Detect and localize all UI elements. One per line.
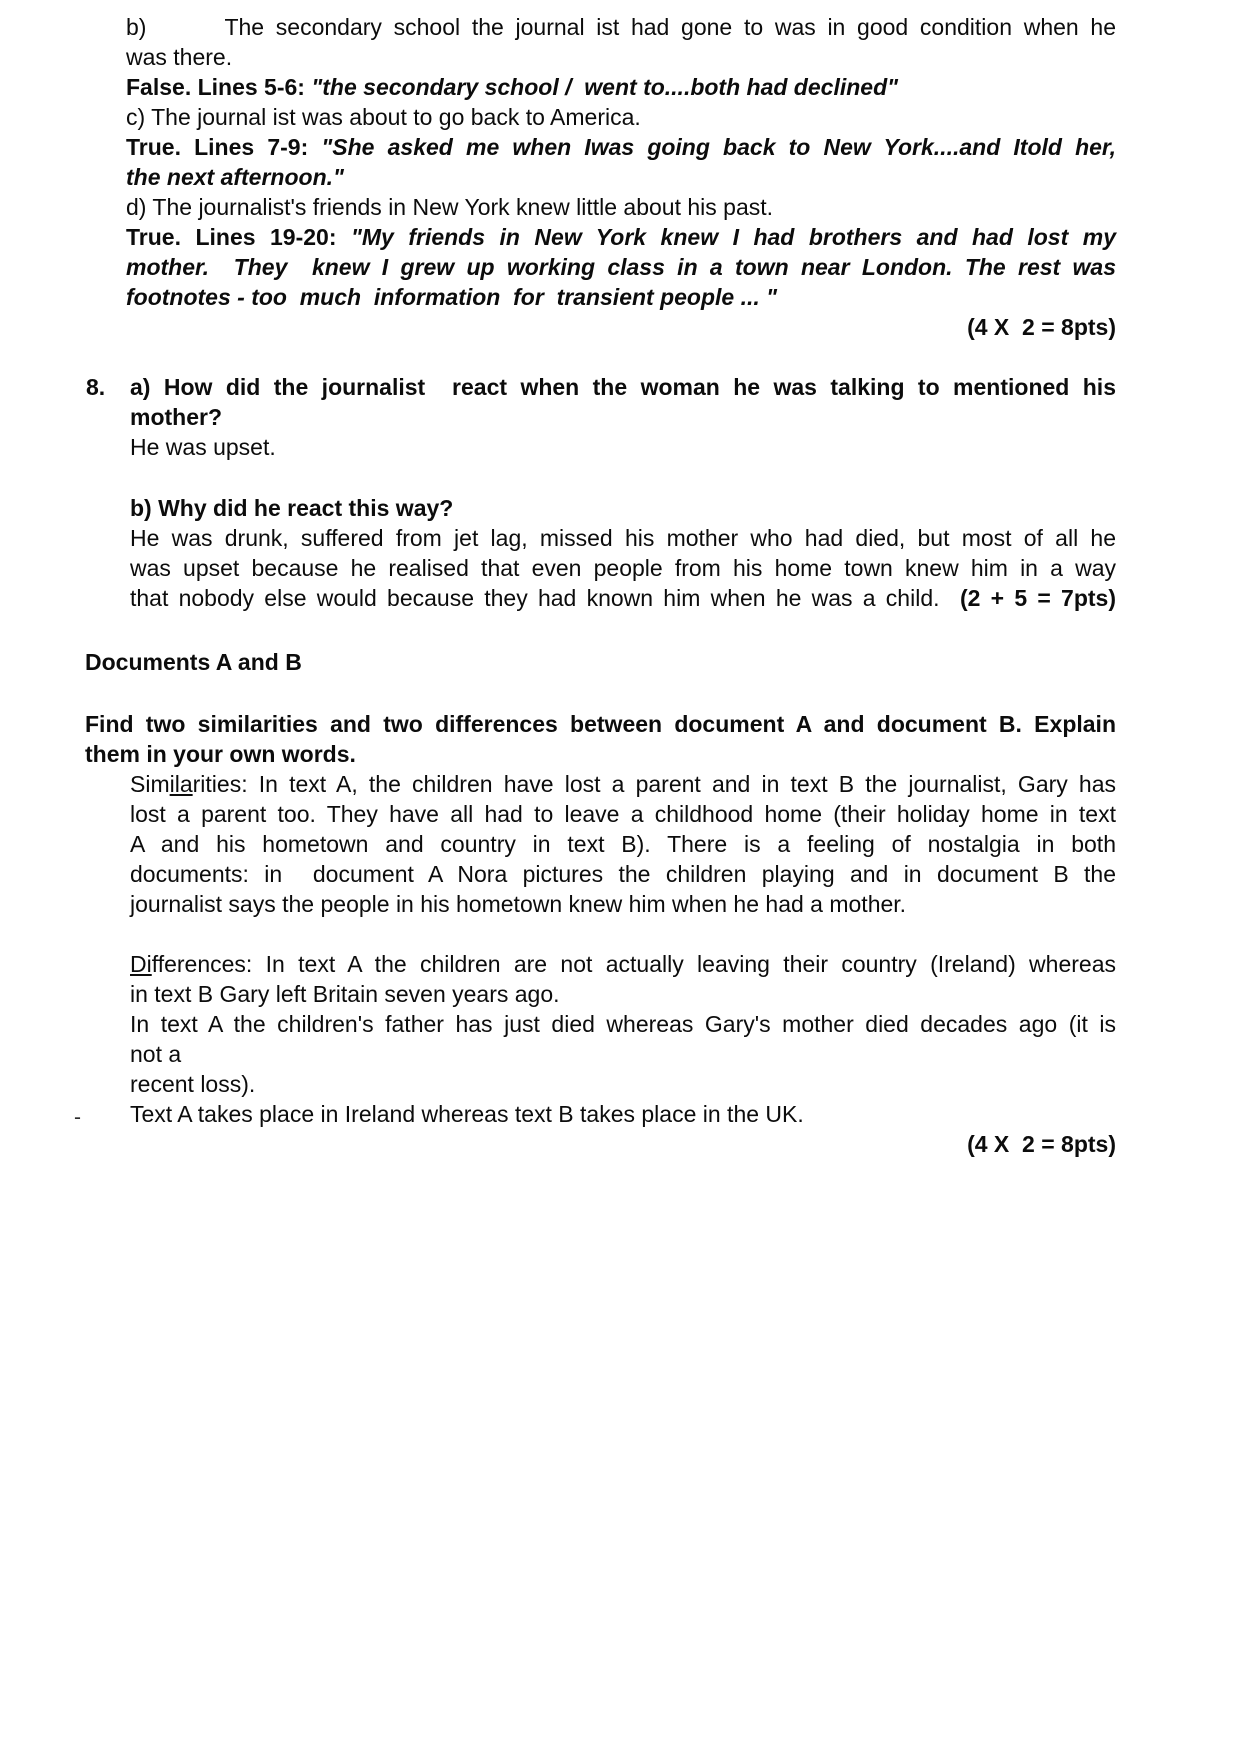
block-docs-heading <box>85 647 1116 677</box>
text-segment: journalist says the people in his hometown knew him when he had a mother. <box>130 891 907 917</box>
text-line <box>85 647 1116 677</box>
text-segment: He was upset. <box>130 434 276 460</box>
text-segment: d) The journalist's friends in New York knew little about his past. <box>126 194 774 220</box>
text-line <box>130 1009 1116 1039</box>
text-line <box>130 432 1116 462</box>
text-segment: Text A takes place in Ireland whereas text B takes place in the UK. <box>130 1101 804 1127</box>
text-segment: rities: In text A, the children have lost a parent and in text B the journalist, Gary has <box>192 771 1116 797</box>
text-segment: True. Lines 19-20: <box>126 224 351 250</box>
text-line <box>126 102 1116 132</box>
text-segment: "She asked me when Iwas going back to New York....and Itold her, <box>321 134 1116 160</box>
text-segment: was there. <box>126 44 233 70</box>
text-segment: The secondary school the journal ist had gone to was in good condition when he <box>224 14 1116 40</box>
text-segment: mother. They knew I grew up working class in a town near London. The rest was <box>126 254 1116 280</box>
text-line <box>130 402 1116 432</box>
text-line <box>126 12 1116 42</box>
text-segment: Find two similarities and two differences between document A and document B. Explain <box>85 711 1116 737</box>
text-segment: footnotes - too much information for transient people ... " <box>126 284 778 310</box>
text-line <box>130 1129 1116 1159</box>
text-line <box>126 132 1116 162</box>
text-line <box>126 282 1116 312</box>
text-segment: a) How did the journalist react when the woman he was talking to mentioned his <box>130 374 1116 400</box>
text-line <box>130 889 1116 919</box>
text-segment: fferences: In text A the children are not actually leaving their country (Ireland) whereas <box>151 951 1116 977</box>
text-line <box>126 192 1116 222</box>
text-segment: Sim <box>130 771 170 797</box>
text-line <box>85 739 1116 769</box>
block-differences <box>130 949 1116 1159</box>
text-segment: b) <box>126 14 147 40</box>
text-segment: recent loss). <box>130 1071 256 1097</box>
block-docs-task <box>85 709 1116 769</box>
text-segment: In text A the children's father has just died whereas Gary's mother died decades ago (it is <box>130 1011 1116 1037</box>
text-line <box>130 372 1116 402</box>
text-line <box>85 709 1116 739</box>
text-segment: in text B Gary left Britain seven years ago. <box>130 981 560 1007</box>
block-ex7-answers <box>126 12 1116 342</box>
text-line <box>130 859 1116 889</box>
text-line <box>130 949 1116 979</box>
text-line <box>130 769 1116 799</box>
text-segment: them in your own words. <box>85 741 356 767</box>
text-line <box>130 1069 1116 1099</box>
question-number: 8. <box>86 374 106 400</box>
document-body <box>0 12 1238 1159</box>
text-segment: b) Why did he react this way? <box>130 495 454 521</box>
text-segment: c) The journal ist was about to go back to America. <box>126 104 641 130</box>
text-segment: A and his hometown and country in text B). There is a feeling of nostalgia in both <box>130 831 1116 857</box>
text-segment: "My friends in New York knew I had brothers and had lost my <box>350 224 1116 250</box>
text-segment: (2 + 5 = 7pts) <box>959 585 1116 611</box>
text-line <box>130 523 1116 553</box>
text-segment: (4 X 2 = 8pts) <box>967 1131 1116 1157</box>
block-similarities <box>130 769 1116 919</box>
text-segment: mother? <box>130 404 222 430</box>
text-line <box>130 583 1116 613</box>
text-segment: that nobody else would because they had known him when he was a child. <box>130 585 960 611</box>
text-segment: True. Lines 7-9: <box>126 134 322 160</box>
text-segment: was upset because he realised that even people from his home town knew him in a way <box>130 555 1116 581</box>
text-segment: (4 X 2 = 8pts) <box>967 314 1116 340</box>
text-line <box>126 72 1116 102</box>
block-q8 <box>86 372 1116 613</box>
text-line <box>130 1099 1116 1129</box>
text-segment: not a <box>130 1041 182 1067</box>
text-line <box>130 979 1116 1009</box>
text-segment: Documents A and B <box>85 649 302 675</box>
text-segment: False. Lines 5-6: <box>126 74 312 100</box>
text-segment: ila <box>169 771 193 797</box>
text-line <box>126 312 1116 342</box>
text-line <box>130 493 1116 523</box>
stray-dash-mark: - <box>74 1106 81 1129</box>
text-line <box>126 252 1116 282</box>
text-segment: documents: in document A Nora pictures the children playing and in document B the <box>130 861 1116 887</box>
text-segment: "the secondary school / went to....both had declined" <box>311 74 899 100</box>
text-segment: the next afternoon." <box>126 164 344 190</box>
text-line <box>130 799 1116 829</box>
text-line <box>126 162 1116 192</box>
text-line <box>126 222 1116 252</box>
text-segment: Di <box>130 951 152 977</box>
text-line <box>130 1039 1116 1069</box>
text-line <box>126 42 1116 72</box>
text-segment: lost a parent too. They have all had to leave a childhood home (their holiday home in text <box>130 801 1116 827</box>
text-segment: He was drunk, suffered from jet lag, missed his mother who had died, but most of all he <box>130 525 1116 551</box>
text-line <box>130 829 1116 859</box>
text-line <box>130 553 1116 583</box>
